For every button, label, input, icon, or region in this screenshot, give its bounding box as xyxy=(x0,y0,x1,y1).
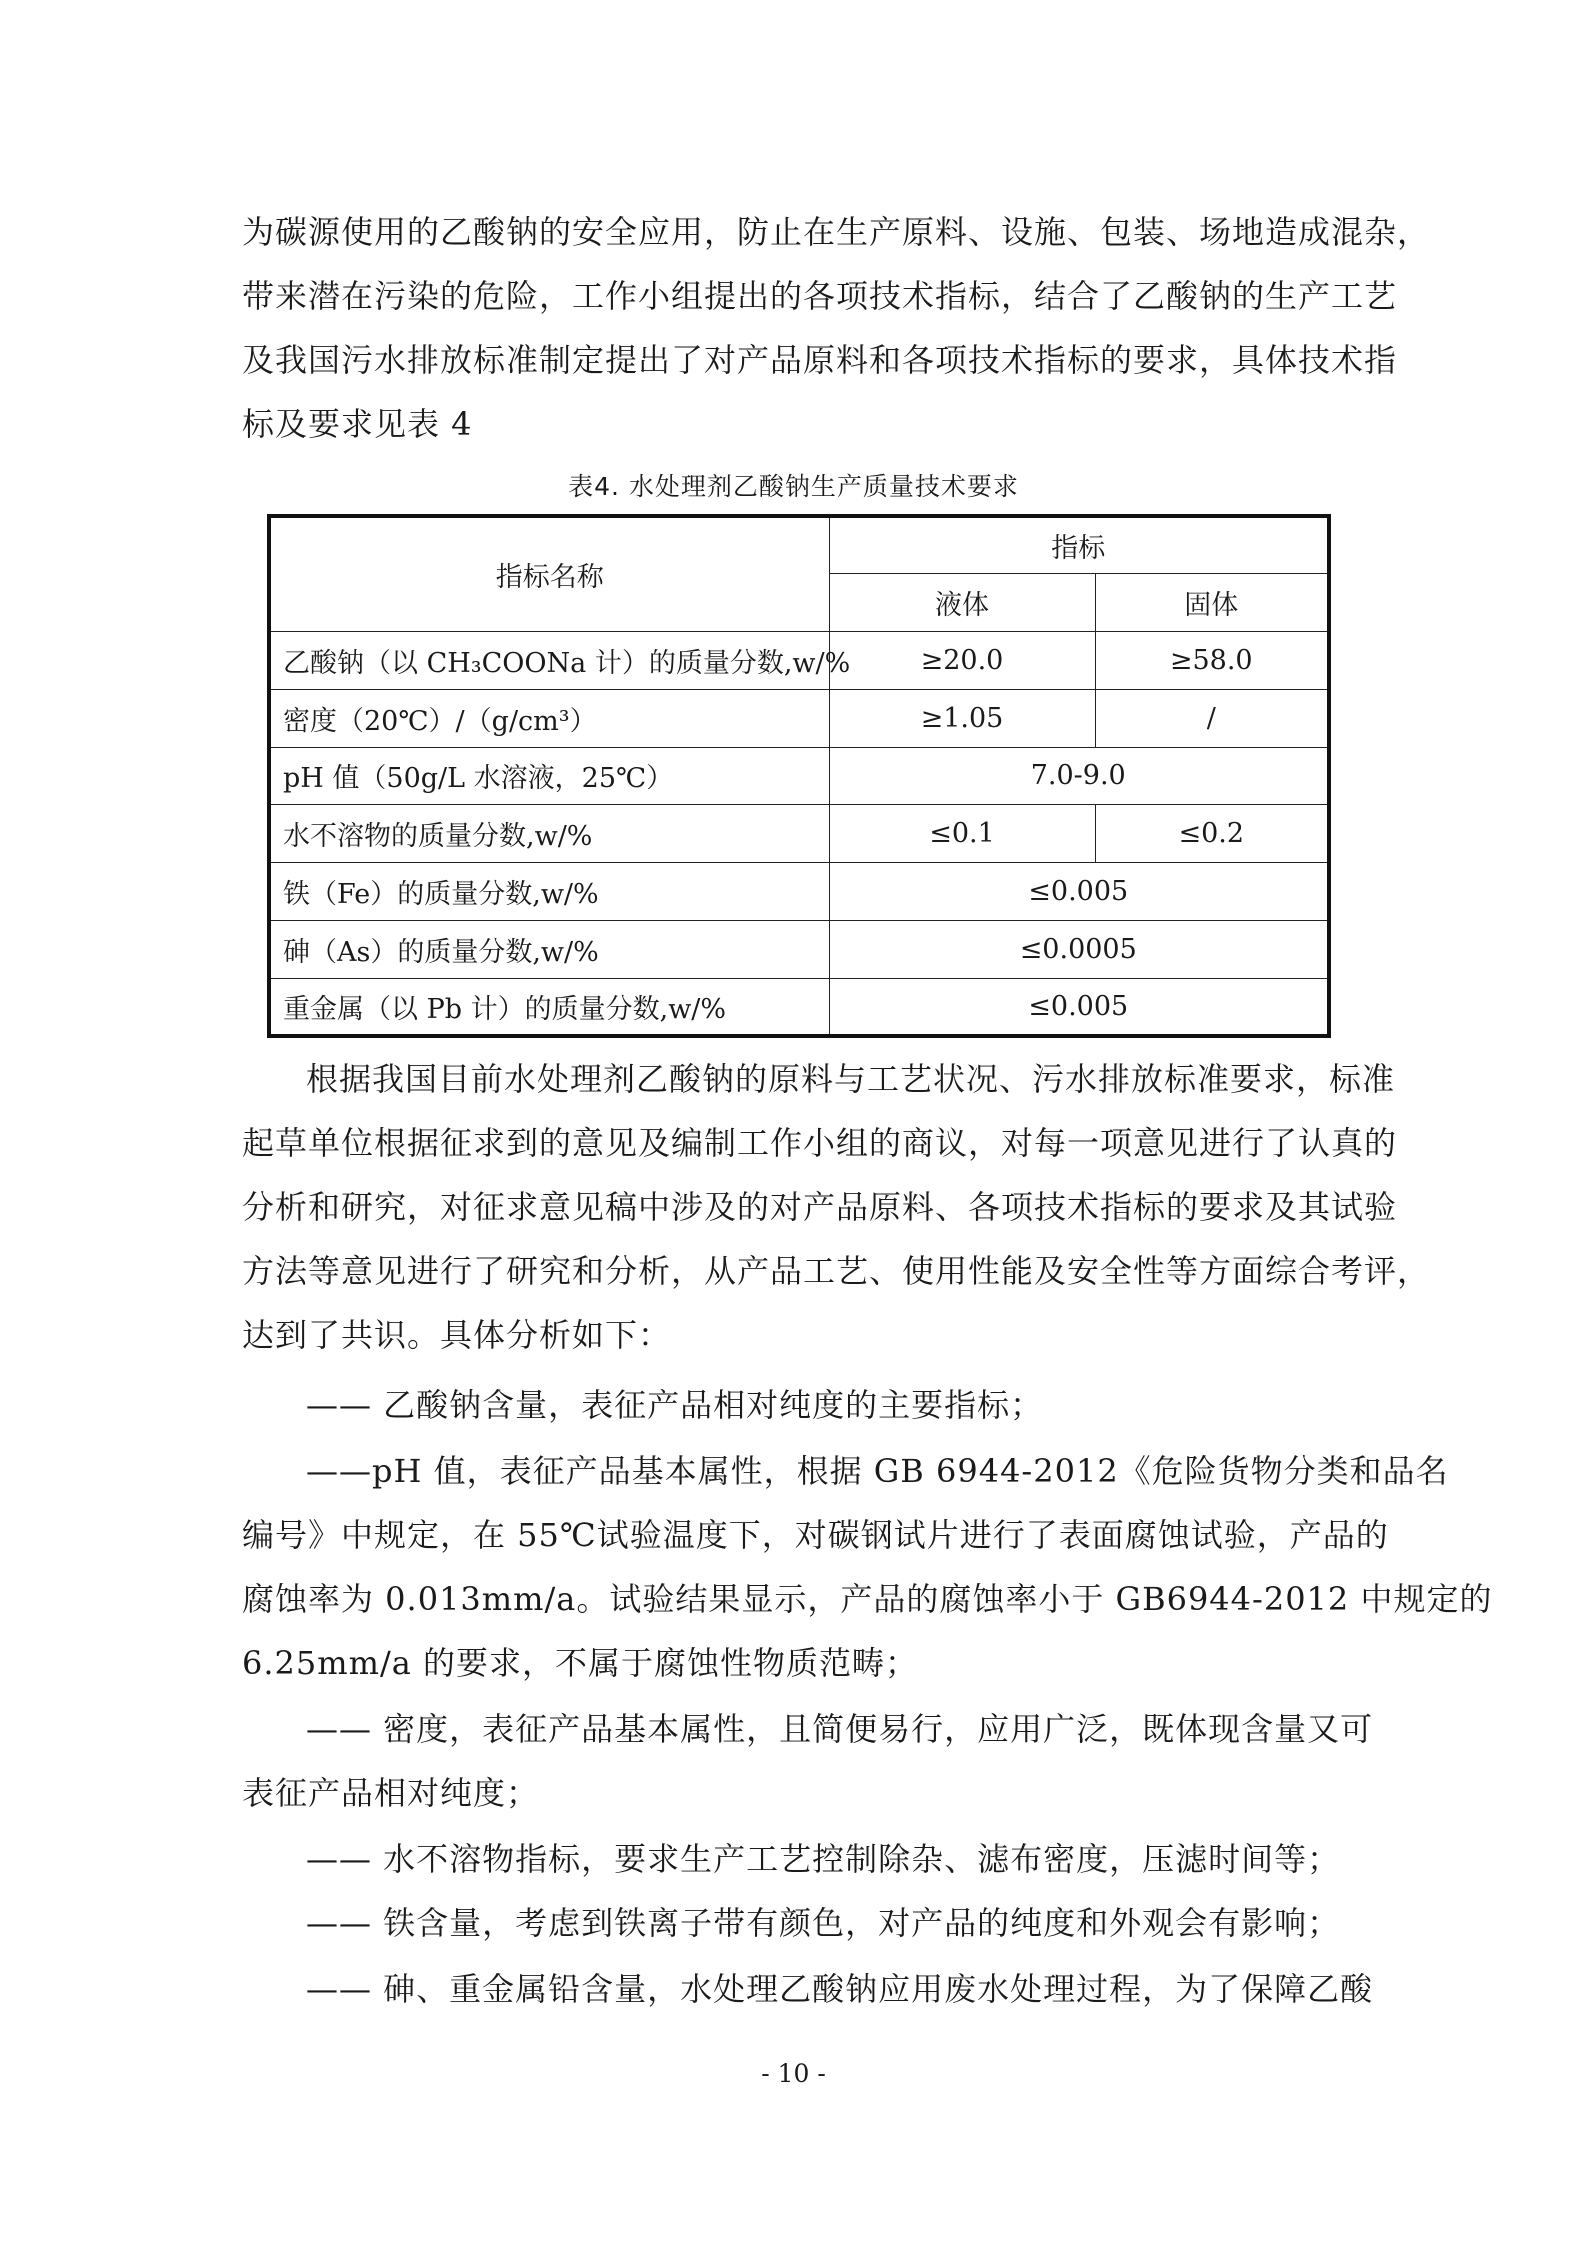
item-ph-line-1: ——pH 值，表征产品基本属性，根据 GB 6944-2012《危险货物分类和品名 xyxy=(306,1452,1449,1490)
row-name: 铁（Fe）的质量分数,w/% xyxy=(269,863,829,921)
intro-line-4: 标及要求见表 4 xyxy=(242,405,473,443)
table-row xyxy=(269,920,1329,978)
item-ph-line-3: 腐蚀率为 0.013mm/a。试验结果显示，产品的腐蚀率小于 GB6944-2012 中规定的 xyxy=(242,1580,1493,1618)
analysis-line-5: 达到了共识。具体分析如下： xyxy=(242,1316,672,1354)
row-name: 水不溶物的质量分数,w/% xyxy=(269,805,829,863)
item-arsenic-heavy-metal: —— 砷、重金属铅含量，水处理乙酸钠应用废水处理过程，为了保障乙酸 xyxy=(306,1970,1374,2008)
intro-line-1: 为碳源使用的乙酸钠的安全应用，防止在生产原料、设施、包装、场地造成混杂， xyxy=(242,213,1431,251)
item-density-line-2: 表征产品相对纯度； xyxy=(242,1774,540,1812)
item-acetate-content: —— 乙酸钠含量，表征产品相对纯度的主要指标； xyxy=(306,1386,1044,1424)
item-ph-line-2: 编号》中规定，在 55℃试验温度下，对碳钢试片进行了表面腐蚀试验，产品的 xyxy=(242,1516,1389,1554)
analysis-line-3: 分析和研究，对征求意见稿中涉及的对产品原料、各项技术指标的要求及其试验 xyxy=(242,1188,1398,1226)
item-iron: —— 铁含量，考虑到铁离子带有颜色，对产品的纯度和外观会有影响； xyxy=(306,1904,1341,1942)
table-caption: 表4. 水处理剂乙酸钠生产质量技术要求 xyxy=(568,472,1019,501)
item-density-line-1: —— 密度，表征产品基本属性，且简便易行，应用广泛，既体现含量又可 xyxy=(306,1710,1374,1748)
table-row xyxy=(269,978,1329,1036)
row-liquid-value: ≥1.05 xyxy=(829,689,1095,747)
row-name: 重金属（以 Pb 计）的质量分数,w/% xyxy=(269,978,829,1036)
analysis-line-1: 根据我国目前水处理剂乙酸钠的原料与工艺状况、污水排放标准要求，标准 xyxy=(306,1060,1396,1098)
row-solid-value: / xyxy=(1095,689,1329,747)
row-merged-value: ≤0.005 xyxy=(829,863,1329,921)
analysis-line-4: 方法等意见进行了研究和分析，从产品工艺、使用性能及安全性等方面综合考评， xyxy=(242,1252,1431,1290)
table-row xyxy=(269,863,1329,921)
header-indicator: 指标 xyxy=(829,516,1329,574)
quality-requirements-table xyxy=(267,514,1331,1038)
row-liquid-value: ≤0.1 xyxy=(829,805,1095,863)
analysis-line-2: 起草单位根据征求到的意见及编制工作小组的商议，对每一项意见进行了认真的 xyxy=(242,1124,1398,1162)
header-indicator-name: 指标名称 xyxy=(269,516,829,632)
header-solid: 固体 xyxy=(1095,574,1329,632)
table-header-row xyxy=(269,516,1329,574)
row-name: 砷（As）的质量分数,w/% xyxy=(269,920,829,978)
table-row xyxy=(269,805,1329,863)
row-merged-value: ≤0.005 xyxy=(829,978,1329,1036)
row-solid-value: ≥58.0 xyxy=(1095,632,1329,690)
row-liquid-value: ≥20.0 xyxy=(829,632,1095,690)
table-row xyxy=(269,689,1329,747)
table-row xyxy=(269,747,1329,805)
page-number: - 10 - xyxy=(761,2059,826,2088)
row-name: pH 值（50g/L 水溶液，25℃） xyxy=(269,747,829,805)
row-merged-value: ≤0.0005 xyxy=(829,920,1329,978)
row-name: 乙酸钠（以 CH₃COONa 计）的质量分数,w/% xyxy=(269,632,829,690)
row-merged-value: 7.0-9.0 xyxy=(829,747,1329,805)
row-solid-value: ≤0.2 xyxy=(1095,805,1329,863)
intro-line-3: 及我国污水排放标准制定提出了对产品原料和各项技术指标的要求，具体技术指 xyxy=(242,341,1398,379)
row-name: 密度（20℃）/（g/cm³） xyxy=(269,689,829,747)
header-liquid: 液体 xyxy=(829,574,1095,632)
table-row xyxy=(269,632,1329,690)
intro-line-2: 带来潜在污染的危险，工作小组提出的各项技术指标，结合了乙酸钠的生产工艺 xyxy=(242,277,1398,315)
item-ph-line-4: 6.25mm/a 的要求，不属于腐蚀性物质范畴； xyxy=(242,1644,918,1682)
item-insoluble: —— 水不溶物指标，要求生产工艺控制除杂、滤布密度，压滤时间等； xyxy=(306,1840,1341,1878)
